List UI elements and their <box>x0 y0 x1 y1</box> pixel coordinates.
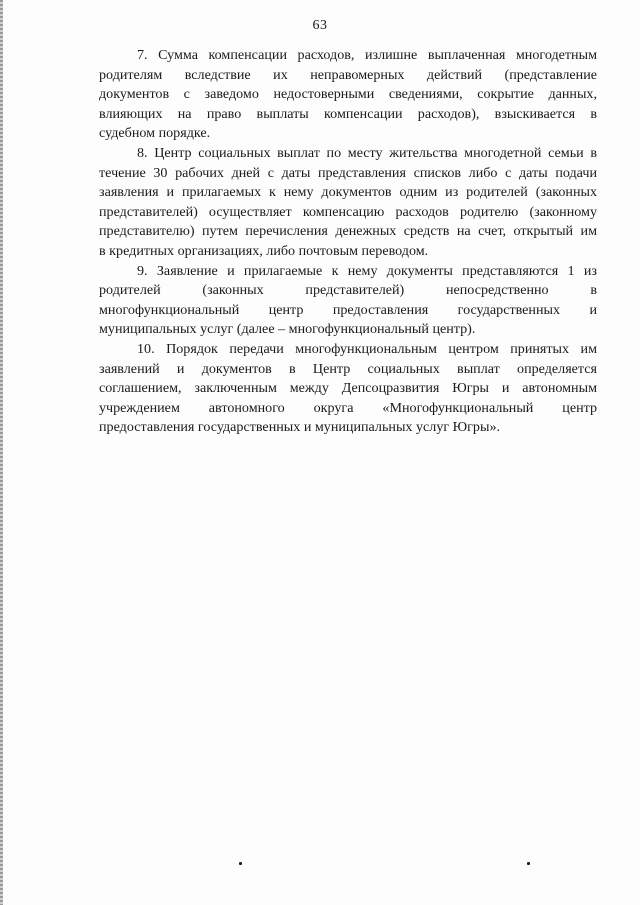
page-number: 63 <box>312 18 328 33</box>
paragraph-10-line-3: соглашением, заключенным между Депсоцразвития Югры и автономным <box>99 380 597 397</box>
paragraph-8-line-4: представителей) осуществляет компенсацию расходов родителю (законному <box>99 203 597 220</box>
paragraph-10-line-1: 10. Порядок передачи многофункциональным центром принятых им <box>137 340 597 357</box>
paragraph-9-line-4: муниципальных услуг (далее – многофункциональный центр). <box>99 321 476 338</box>
paragraph-9-line-3: многофункциональный центр предоставления государственных и <box>99 301 597 318</box>
paragraph-10-line-4: учреждением автономного округа «Многофункциональный центр <box>99 399 597 416</box>
paragraph-8-line-1: 8. Центр социальных выплат по месту жительства многодетной семьи в <box>137 144 597 161</box>
scan-left-edge <box>0 0 3 905</box>
body-text <box>99 46 597 438</box>
scan-speck-right <box>527 862 530 865</box>
scan-speck-left <box>239 862 242 865</box>
paragraph-10-line-5: предоставления государственных и муниципальных услуг Югры». <box>99 419 501 436</box>
paragraph-7-line-1: 7. Сумма компенсации расходов, излишне выплаченная многодетным <box>137 47 597 63</box>
paragraph-9-line-1: 9. Заявление и прилагаемые к нему документы представляются 1 из <box>137 262 597 279</box>
paragraph-7-line-2: родителям вследствие их неправомерных действий (представление <box>99 66 597 83</box>
paragraph-7-line-3: документов с заведомо недостоверными сведениями, сокрытие данных, <box>99 86 597 103</box>
paragraph-7-line-5: судебном порядке. <box>99 125 211 142</box>
paragraph-10-line-2: заявлений и документов в Центр социальных выплат определяется <box>99 360 597 377</box>
paragraph-8-line-3: заявления и прилагаемых к нему документов одним из родителей (законных <box>99 184 597 201</box>
paragraph-8-line-2: течение 30 рабочих дней с даты представления списков либо с даты подачи <box>99 164 597 181</box>
paragraph-9-line-2: родителей (законных представителей) непосредственно в <box>99 282 597 299</box>
paragraph-8-line-5: представителю) путем перечисления денежных средств на счет, открытый им <box>99 223 597 240</box>
paragraph-7-line-4: влияющих на право выплаты компенсации расходов), взыскивается в <box>99 105 597 122</box>
paragraph-8-line-6: в кредитных организациях, либо почтовым переводом. <box>99 242 429 259</box>
